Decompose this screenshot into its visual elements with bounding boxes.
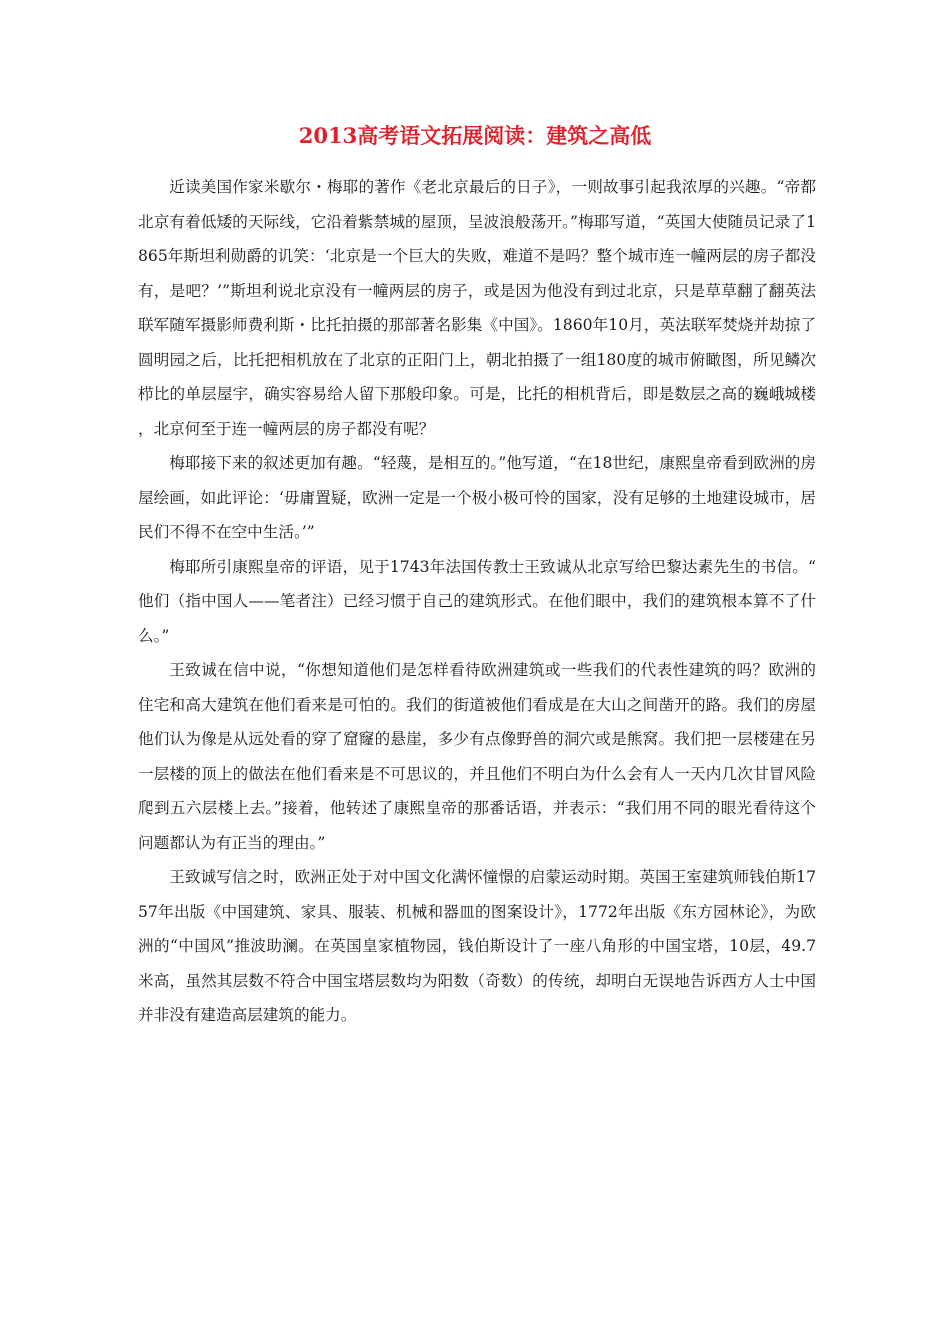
- page-title: 2013高考语文拓展阅读：建筑之高低: [298, 123, 652, 148]
- article-body: [138, 170, 816, 1033]
- paragraph-1: 近读美国作家米歇尔・梅耶的著作《老北京最后的日子》，一则故事引起我浓厚的兴趣。“帝都北京有着低矮的天际线，它沿着紫禁城的屋顶，呈波浪般荡开。”梅耶写道，“英国大使随员记录了1865年斯坦利勋爵的讥笑：‘北京是一个巨大的失败，难道不是吗？整个城市连一幢两层的房子都没有，是吧？’”斯坦利说北京没有一幢两层的房子，或是因为他没有到过北京，只是草草翻了翻英法联军随军摄影师费利斯・比托拍摄的那部著名影集《中国》。1860年10月，英法联军焚烧并劫掠了圆明园之后，比托把相机放在了北京的正阳门上，朝北拍摄了一组180度的城市俯瞰图，所见鳞次栉比的单层屋宇，确实容易给人留下那般印象。可是，比托的相机背后，即是数层之高的巍峨城楼，北京何至于连一幢两层的房子都没有呢？: [138, 178, 816, 438]
- paragraph-3: 梅耶所引康熙皇帝的评语，见于1743年法国传教士王致诚从北京写给巴黎达素先生的书信。“他们（指中国人——笔者注）已经习惯于自己的建筑形式。在他们眼中，我们的建筑根本算不了什么。”: [138, 557, 816, 645]
- paragraph-5: 王致诚写信之时，欧洲正处于对中国文化满怀憧憬的启蒙运动时期。英国王室建筑师钱伯斯1757年出版《中国建筑、家具、服装、机械和器皿的图案设计》，1772年出版《东方园林论》，为欧洲的“中国风”推波助澜。在英国皇家植物园，钱伯斯设计了一座八角形的中国宝塔，10层，49.7米高，虽然其层数不符合中国宝塔层数均为阳数（奇数）的传统，却明白无误地告诉西方人士中国并非没有建造高层建筑的能力。: [138, 868, 816, 1024]
- paragraph-4: 王致诚在信中说，“你想知道他们是怎样看待欧洲建筑或一些我们的代表性建筑的吗？欧洲的住宅和高大建筑在他们看来是可怕的。我们的街道被他们看成是在大山之间凿开的路。我们的房屋他们认为像是从远处看的穿了窟窿的悬崖，多少有点像野兽的洞穴或是熊窝。我们把一层楼建在另一层楼的顶上的做法在他们看来是不可思议的，并且他们不明白为什么会有人一天内几次甘冒风险爬到五六层楼上去。”接着，他转述了康熙皇帝的那番话语，并表示：“我们用不同的眼光看待这个问题都认为有正当的理由。”: [138, 661, 816, 852]
- paragraph-2: 梅耶接下来的叙述更加有趣。“轻蔑，是相互的。”他写道，“在18世纪，康熙皇帝看到欧洲的房屋绘画，如此评论：‘毋庸置疑，欧洲一定是一个极小极可怜的国家，没有足够的土地建设城市，居民们不得不在空中生活。’”: [138, 454, 816, 541]
